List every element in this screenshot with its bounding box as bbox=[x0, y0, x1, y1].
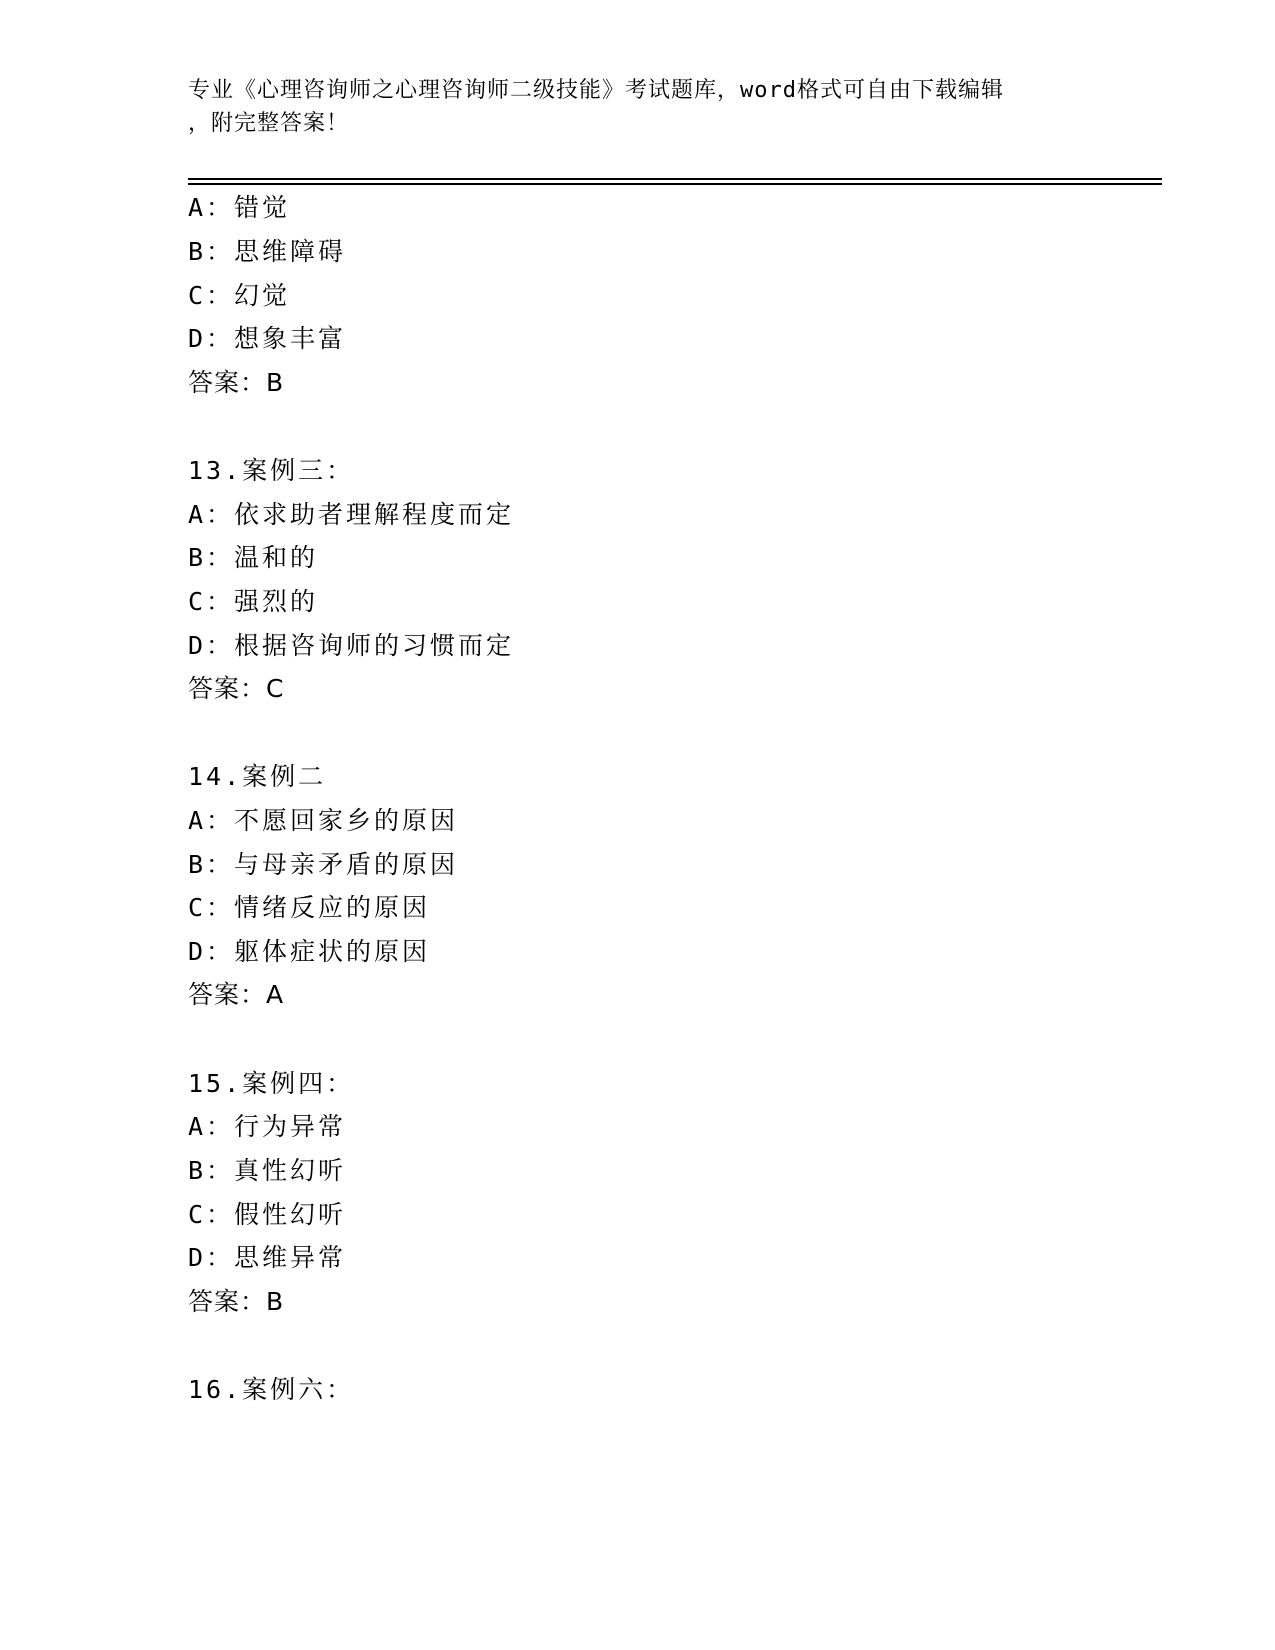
answer-line: 答案：C bbox=[188, 674, 285, 703]
option-c: C：情绪反应的原因 bbox=[188, 893, 431, 922]
option-d: D：思维异常 bbox=[188, 1243, 347, 1272]
question-title: 14.案例二 bbox=[188, 762, 327, 791]
answer-line: 答案：B bbox=[188, 368, 285, 397]
question-title: 16.案例六： bbox=[188, 1375, 355, 1404]
option-b: B：思维障碍 bbox=[188, 237, 347, 266]
option-a: A：错觉 bbox=[188, 193, 291, 222]
option-c: C：强烈的 bbox=[188, 587, 319, 616]
option-d: D：躯体症状的原因 bbox=[188, 937, 431, 966]
answer-line: 答案：B bbox=[188, 1287, 285, 1316]
header-divider-top bbox=[188, 178, 1162, 180]
option-a: A：不愿回家乡的原因 bbox=[188, 806, 459, 835]
header-line-2: ，附完整答案！ bbox=[188, 111, 350, 136]
option-a: A：行为异常 bbox=[188, 1112, 347, 1141]
document-header bbox=[188, 74, 1088, 140]
option-d: D：根据咨询师的习惯而定 bbox=[188, 631, 515, 660]
option-b: B：温和的 bbox=[188, 543, 319, 572]
header-divider-bottom bbox=[188, 183, 1162, 185]
option-d: D：想象丰富 bbox=[188, 324, 347, 353]
option-b: B：与母亲矛盾的原因 bbox=[188, 850, 459, 879]
option-b: B：真性幻听 bbox=[188, 1156, 347, 1185]
option-a: A：依求助者理解程度而定 bbox=[188, 500, 515, 529]
question-title: 13.案例三： bbox=[188, 456, 355, 485]
question-title: 15.案例四： bbox=[188, 1069, 355, 1098]
header-line-1: 专业《心理咨询师之心理咨询师二级技能》考试题库，word格式可自由下载编辑 bbox=[188, 78, 1004, 103]
option-c: C：假性幻听 bbox=[188, 1200, 347, 1229]
option-c: C：幻觉 bbox=[188, 281, 291, 310]
answer-line: 答案：A bbox=[188, 980, 285, 1009]
